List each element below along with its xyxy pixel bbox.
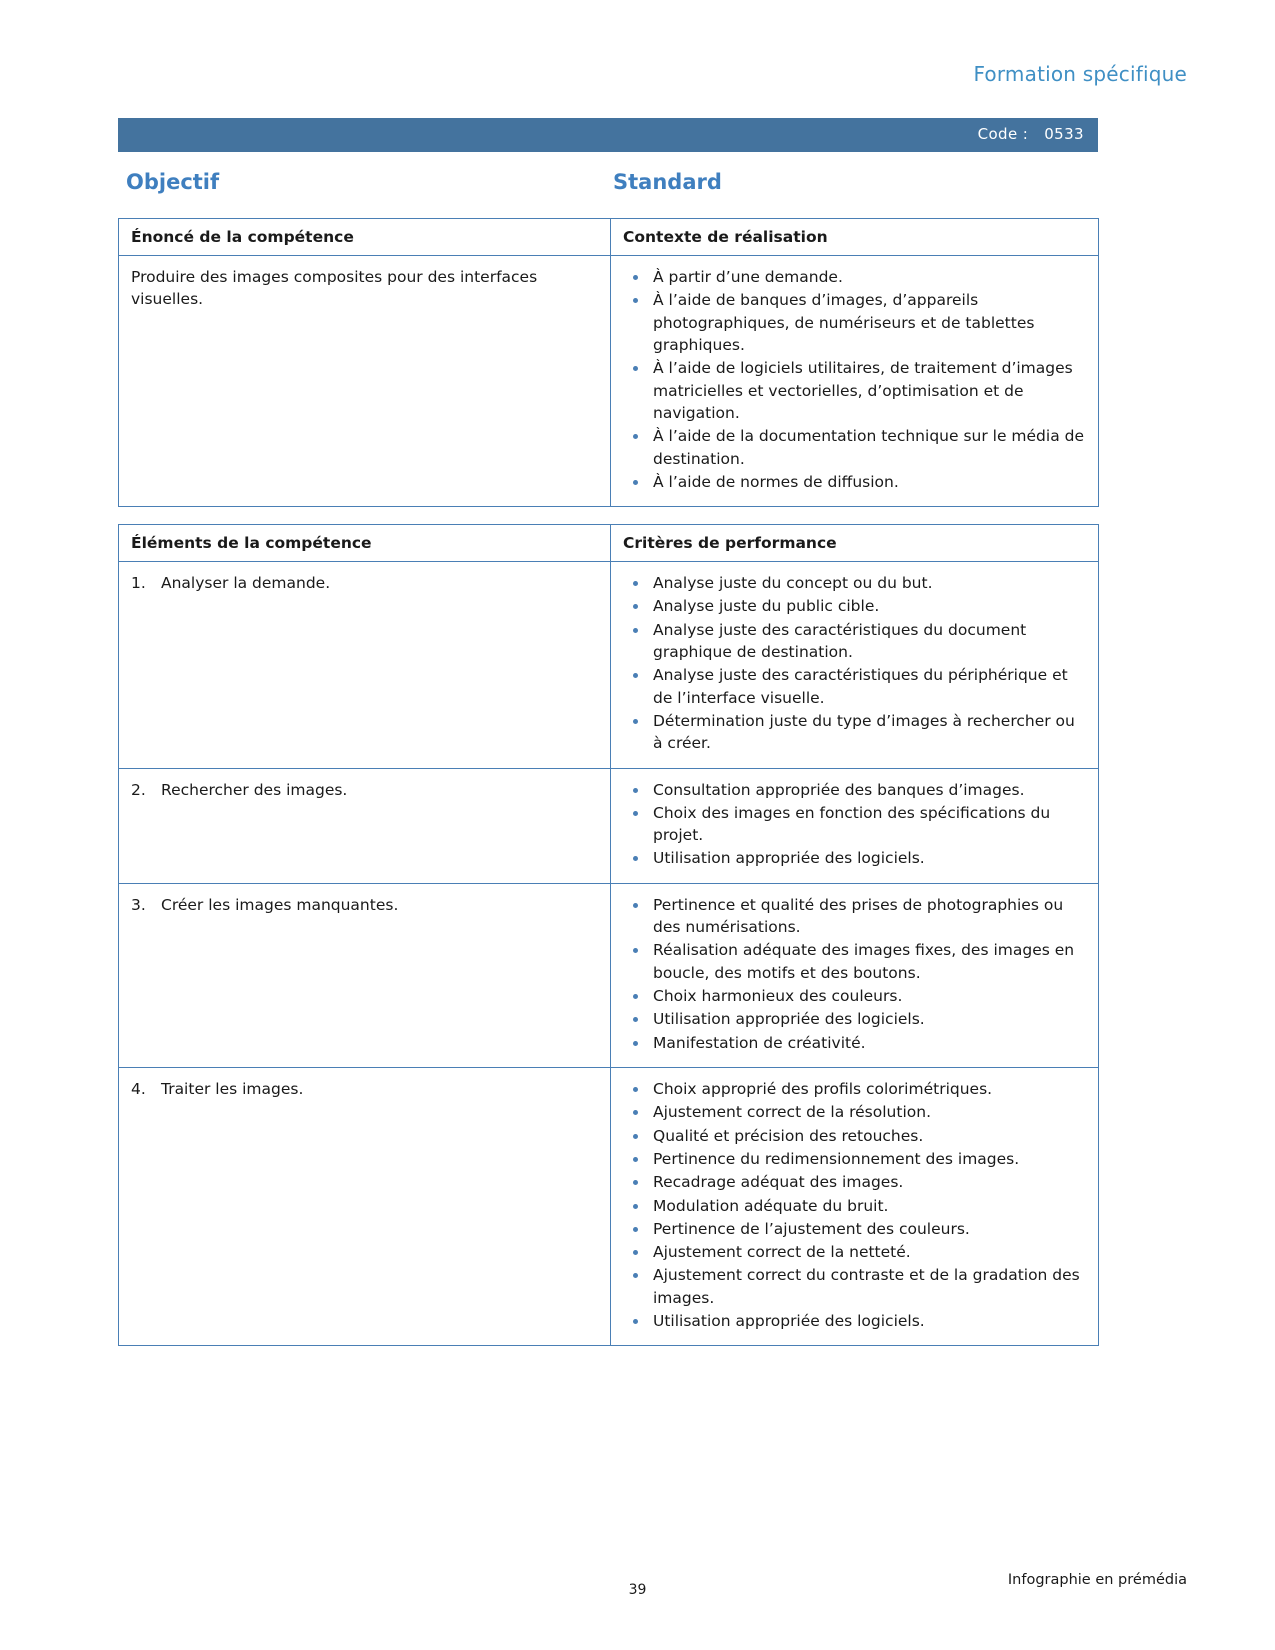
item-label: Traiter les images. [161,1079,304,1098]
list-item: À l’aide de la documentation technique sur le média de destination. [623,425,1086,470]
list-item: Ajustement correct de la résolution. [623,1101,1086,1123]
list-item: Pertinence de l’ajustement des couleurs. [623,1218,1086,1240]
list-item: À l’aide de logiciels utilitaires, de traitement d’images matricielles et vectorielles, d’optimisation et de navigation. [623,357,1086,424]
list-item: Détermination juste du type d’images à rechercher ou à créer. [623,710,1086,755]
elements-competence-header: Éléments de la compétence [119,525,611,562]
competence-text: Produire des images composites pour des interfaces visuelles. [131,268,538,308]
list-item: Consultation appropriée des banques d’images. [623,779,1086,801]
page-number: 39 [628,1582,647,1598]
criteres-cell [611,883,1099,1067]
code-banner [118,118,1098,152]
code-text [978,125,1084,143]
table-row [119,1067,1099,1345]
list-item: Ajustement correct de la netteté. [623,1241,1086,1263]
table-row [119,256,1099,507]
table-row [119,562,1099,769]
list-item: À l’aide de banques d’images, d’appareils photographiques, de numériseurs et de tablettes graphiques. [623,289,1086,356]
item-number: 2. [131,780,146,799]
list-item: Choix approprié des profils colorimétriques. [623,1078,1086,1100]
item-label: Rechercher des images. [161,780,348,799]
section-header-title: Formation spécifique [973,62,1187,86]
elements-criteres-table [118,524,1099,1346]
list-item [131,779,598,801]
element-numbered-item [131,894,598,916]
criteres-list [623,779,1086,870]
list-item: Pertinence du redimensionnement des images. [623,1148,1086,1170]
item-number: 4. [131,1079,146,1098]
list-item: Choix des images en fonction des spécifications du projet. [623,802,1086,847]
code-label: Code : [977,125,1029,143]
table-row [119,883,1099,1067]
element-numbered-item [131,779,598,801]
table-row [119,768,1099,883]
column-headings [118,170,1098,204]
list-item: Utilisation appropriée des logiciels. [623,847,1086,869]
list-item: À partir d’une demande. [623,266,1086,288]
list-item: Analyse juste du concept ou du but. [623,572,1086,594]
list-item [131,894,598,916]
table-row [119,219,1099,256]
enonce-competence-header: Énoncé de la compétence [119,219,611,256]
contexte-list [623,266,1086,493]
program-footer: Infographie en prémédia [1007,1572,1187,1588]
element-numbered-item [131,1078,598,1100]
criteres-cell [611,768,1099,883]
standard-heading: Standard [613,170,722,194]
list-item: Pertinence et qualité des prises de photographies ou des numérisations. [623,894,1086,939]
list-item: Choix harmonieux des couleurs. [623,985,1086,1007]
list-item: Manifestation de créativité. [623,1032,1086,1054]
list-item: À l’aide de normes de diffusion. [623,471,1086,493]
criteres-cell [611,562,1099,769]
item-number: 3. [131,895,146,914]
list-item: Utilisation appropriée des logiciels. [623,1310,1086,1332]
list-item: Réalisation adéquate des images fixes, des images en boucle, des motifs et des boutons. [623,939,1086,984]
list-item: Analyse juste des caractéristiques du document graphique de destination. [623,619,1086,664]
competence-cell [119,256,611,507]
element-cell [119,562,611,769]
criteres-list [623,894,1086,1054]
contexte-cell [611,256,1099,507]
list-item [131,572,598,594]
item-label: Créer les images manquantes. [161,895,399,914]
item-label: Analyser la demande. [161,574,331,592]
list-item: Recadrage adéquat des images. [623,1171,1086,1193]
element-cell [119,1067,611,1345]
element-numbered-item [131,572,598,594]
code-value: 0533 [1044,125,1084,143]
element-cell [119,768,611,883]
list-item: Qualité et précision des retouches. [623,1125,1086,1147]
list-item: Modulation adéquate du bruit. [623,1195,1086,1217]
contexte-realisation-header: Contexte de réalisation [611,219,1099,256]
list-item [131,1078,598,1100]
table-row [119,525,1099,562]
element-cell [119,883,611,1067]
criteres-list [623,1078,1086,1332]
list-item: Analyse juste du public cible. [623,595,1086,617]
list-item: Analyse juste des caractéristiques du périphérique et de l’interface visuelle. [623,664,1086,709]
objectif-heading: Objectif [126,170,220,194]
criteres-performance-header: Critères de performance [611,525,1099,562]
competence-context-table [118,218,1099,507]
list-item: Utilisation appropriée des logiciels. [623,1008,1086,1030]
list-item: Ajustement correct du contraste et de la gradation des images. [623,1264,1086,1309]
criteres-list [623,572,1086,755]
item-number: 1. [131,574,146,592]
criteres-cell [611,1067,1099,1345]
